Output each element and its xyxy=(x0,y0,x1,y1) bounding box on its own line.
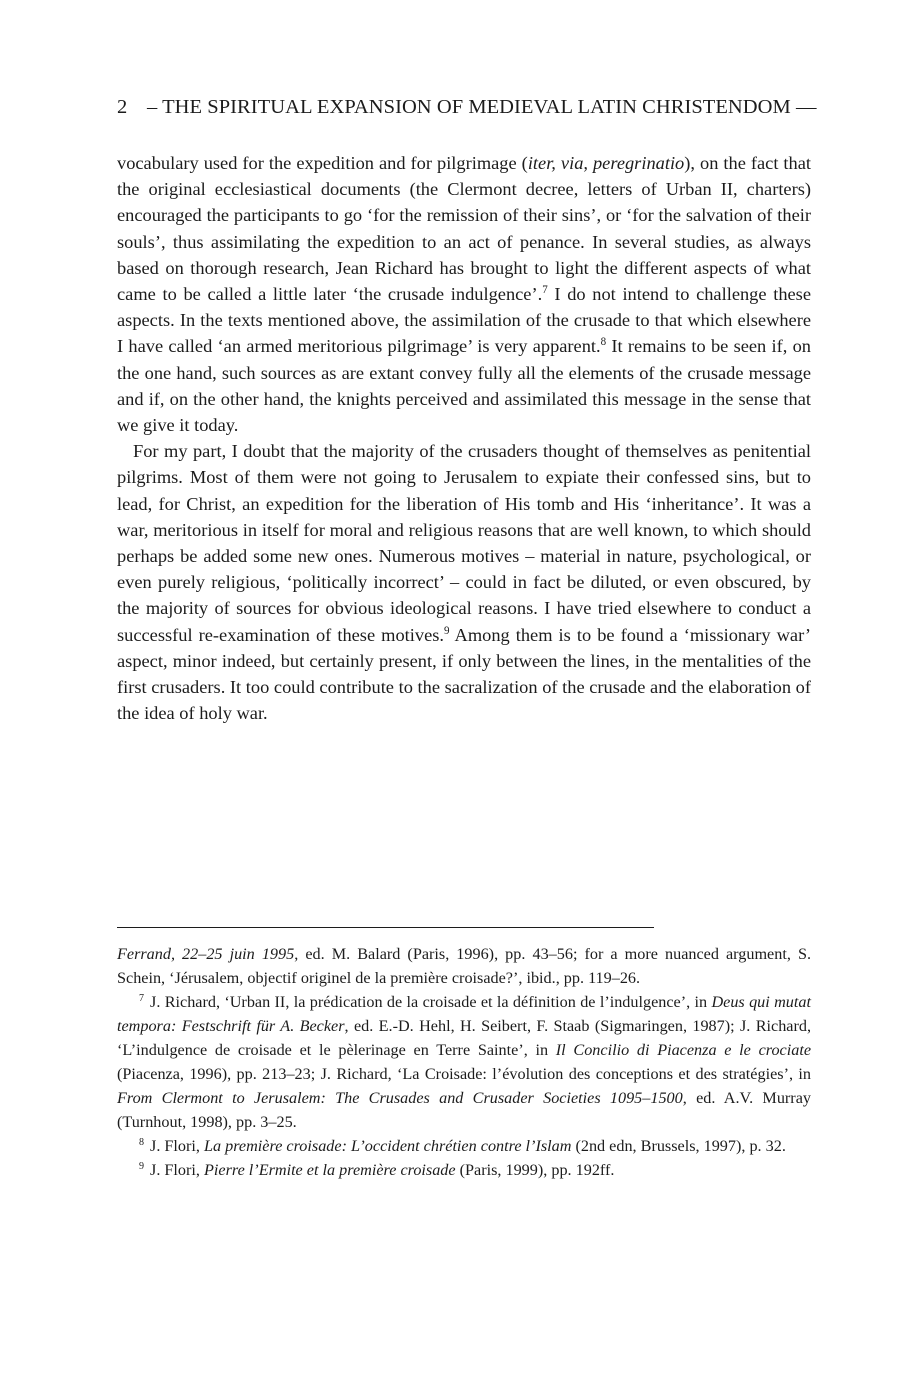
body-paragraph-1 xyxy=(117,150,811,438)
italic-run: From Clermont to Jerusalem: The Crusades and Crusader Societies 1095–1500 xyxy=(117,1089,683,1107)
text-run: vocabulary used for the expedition and for pilgrimage ( xyxy=(117,153,528,173)
text-run: ), on the fact that the original ecclesiastical documents (the Clermont decree, letters of Urban II, charters) encouraged the participants to go ‘for the remission of their sins’, or ‘for the salvation of their souls’, thus assimilating the expedition to an act of penance. In several studies, as always based on thorough research, Jean Richard has brought to light the different aspects of what came to be called a little later ‘the crusade indulgence’. xyxy=(117,153,812,305)
footnote-separator xyxy=(117,927,654,928)
text-run: Among them is to be found a ‘missionary war’ aspect, minor indeed, but certainly present, if only between the lines, in the mentalities of the first crusaders. It too could contribute to the sacralization of the crusade and the elaboration of the idea of holy war. xyxy=(117,624,812,724)
text-run: J. Flori, xyxy=(150,1137,204,1155)
footnotes xyxy=(117,942,811,1182)
running-title: – THE SPIRITUAL EXPANSION OF MEDIEVAL LATIN CHRISTENDOM — xyxy=(147,96,817,118)
italic-run: Deus qui mutat tempora: Festschrift für A. Becker xyxy=(117,993,811,1035)
footnote-8 xyxy=(117,1134,811,1158)
footnote-ref-9[interactable]: 9 xyxy=(444,624,450,637)
text-run: (Paris, 1999), pp. 192ff. xyxy=(455,1161,615,1179)
footnote-continuation xyxy=(117,942,811,990)
footnote-number: 7 xyxy=(139,992,145,1004)
footnote-number: 9 xyxy=(139,1160,145,1172)
text-run: , ed. E.-D. Hehl, H. Seibert, F. Staab (Sigmaringen, 1987); J. Richard, ‘L’indulgence de croisade et le pèlerinage en Terre Sainte’, in xyxy=(117,1017,812,1059)
text-run: It remains to be seen if, on the one hand, such sources as are extant convey fully all the elements of the crusade message and if, on the other hand, the knights perceived and assimilated this message in the sense that we give it today. xyxy=(117,336,811,436)
italic-run: Pierre l’Ermite et la première croisade xyxy=(204,1161,456,1179)
text-run: For my part, I doubt that the majority of the crusaders thought of themselves as penitential pilgrims. Most of them were not going to Jerusalem to expiate their confessed sins, but to lead, for Christ, an expedition for the liberation of His tomb and His ‘inheritance’. It was a war, meritorious in itself for moral and religious reasons that are well known, to which should perhaps be added some new ones. Numerous motives – material in nature, psychological, or even purely religious, ‘politically incorrect’ – could in fact be diluted, or even obscured, by the majority of sources for obvious ideological reasons. I have tried elsewhere to conduct a successful re-examination of these motives. xyxy=(117,441,811,645)
footnote-7 xyxy=(117,990,811,1134)
footnote-ref-7[interactable]: 7 xyxy=(542,283,548,296)
footnote-9 xyxy=(117,1158,811,1182)
italic-run: La première croisade: L’occident chrétien contre l’Islam xyxy=(204,1137,572,1155)
text-run: (2nd edn, Brussels, 1997), p. 32. xyxy=(571,1137,786,1155)
footnote-number: 8 xyxy=(139,1136,145,1148)
text-run: I do not intend to challenge these aspects. In the texts mentioned above, the assimilation of the crusade to that which elsewhere I have called ‘an armed meritorious pilgrimage’ is very apparent. xyxy=(117,284,811,357)
italic-run: Ferrand, 22–25 juin 1995 xyxy=(117,945,295,963)
body-paragraph-2 xyxy=(117,438,811,726)
italic-run: iter, via, peregrinatio xyxy=(527,153,685,173)
text-run: (Piacenza, 1996), pp. 213–23; J. Richard, ‘La Croisade: l’évolution des conceptions et des stratégies’, in xyxy=(117,1065,811,1083)
main-text xyxy=(117,150,811,726)
italic-run: Il Concilio di Piacenza e le crociate xyxy=(555,1041,812,1059)
text-run: J. Richard, ‘Urban II, la prédication de la croisade et la définition de l’indulgence’, in xyxy=(150,993,712,1011)
text-run: J. Flori, xyxy=(150,1161,204,1179)
text-run: , ed. M. Balard (Paris, 1996), pp. 43–56; for a more nuanced argument, S. Schein, ‘Jérusalem, objectif originel de la première croisade?’, ibid., pp. 119–26. xyxy=(117,945,811,987)
running-header xyxy=(117,92,817,122)
footnote-ref-8[interactable]: 8 xyxy=(600,336,607,349)
page-number: 2 xyxy=(117,96,128,118)
text-run: , ed. A.V. Murray (Turnhout, 1998), pp. 3–25. xyxy=(117,1089,811,1131)
